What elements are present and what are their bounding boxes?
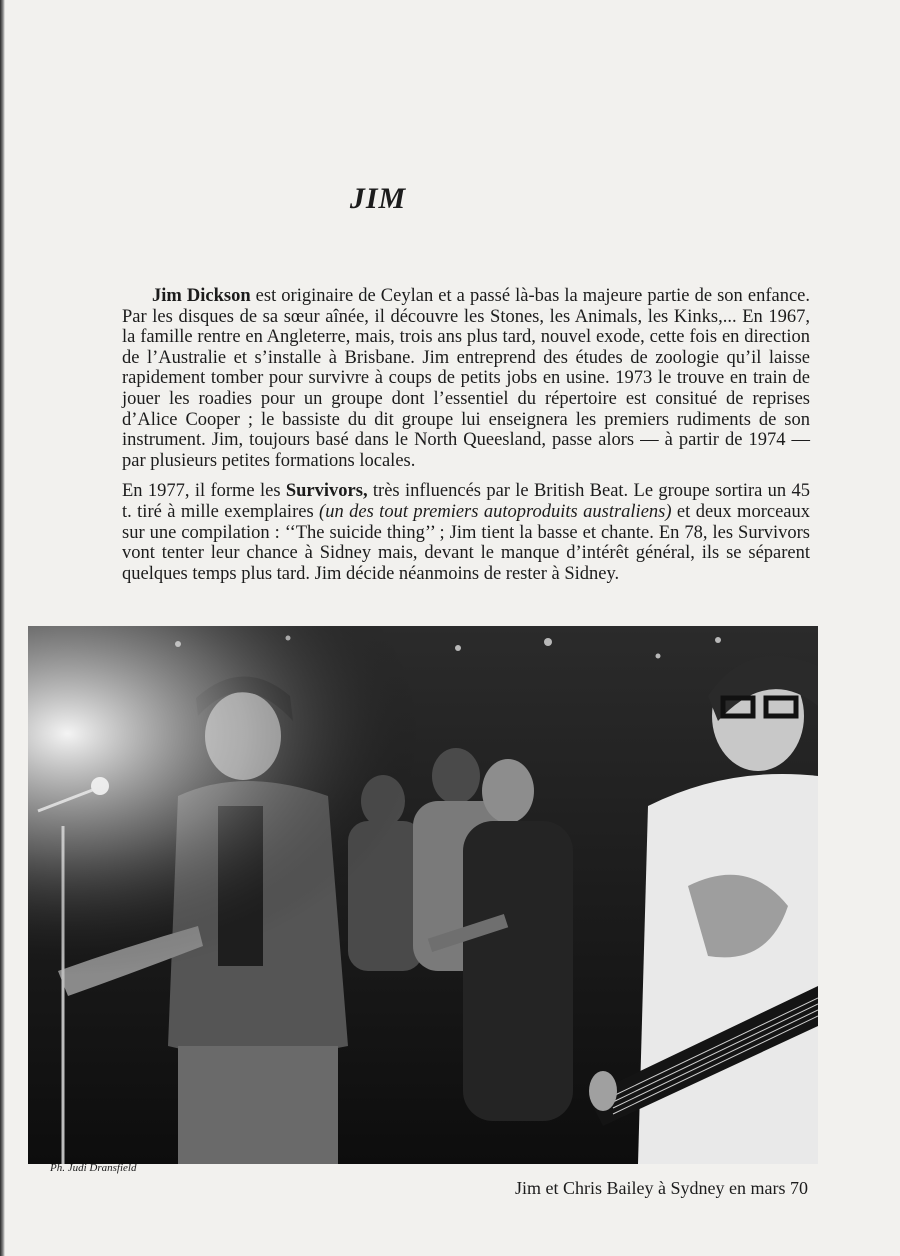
paragraph-2 [122, 481, 810, 584]
paragraph-1 [122, 286, 810, 471]
paragraph-2-text-a: très influencés par le British Beat. Le groupe sortira un 45 t. tiré à mille exemplaires [122, 481, 811, 522]
name-jim-dickson: Jim Dickson [152, 286, 251, 306]
page-title: JIM [349, 182, 407, 215]
photo-credit: Ph. Judi Dransfield [50, 1162, 137, 1174]
paragraph-2-text-b: et deux morceaux sur une compilation : ‘‘The suicide thing’’ ; Jim tient la basse et chante. En 78, les Survivors vont tenter leur chance à Sidney mais, devant le manque d’intérêt général, ils se séparent quelques temps plus tard. Jim décide néanmoins de rester à Sidney. [122, 501, 810, 584]
paragraph-1-text: est originaire de Ceylan et a passé là-bas la majeure partie de son enfance. Par les disques de sa sœur aînée, il découvre les Stones, les Animals, les Kinks,... En 1967, la famille rentre en Angleterre, mais, trois ans plus tard, nouvel exode, cette fois en direction de l’Australie et s’installe à Brisbane. Jim entreprend des études de zoologie qu’il laisse rapidement tomber pour survivre à coups de petits jobs en usine. 1973 le trouve en train de jouer les roadies pour un groupe dont l’essentiel du répertoire est consitué de reprises d’Alice Cooper ; le bassiste du dit groupe lui enseignera les premiers rudiments de son instrument. Jim, toujours basé dans le North Queesland, passe alors — à partir de 1974 — par plusieurs petites formations locales. [122, 286, 810, 471]
paragraph-2-italic-note: (un des tout premiers autoproduits australiens) [319, 501, 672, 522]
paragraph-2-lead: En 1977, il forme les [122, 481, 286, 502]
photo-caption: Jim et Chris Bailey à Sydney en mars 70 [515, 1178, 808, 1198]
band-name-survivors: Survivors, [285, 481, 368, 502]
concert-photo [28, 626, 818, 1164]
article-body [122, 286, 810, 594]
